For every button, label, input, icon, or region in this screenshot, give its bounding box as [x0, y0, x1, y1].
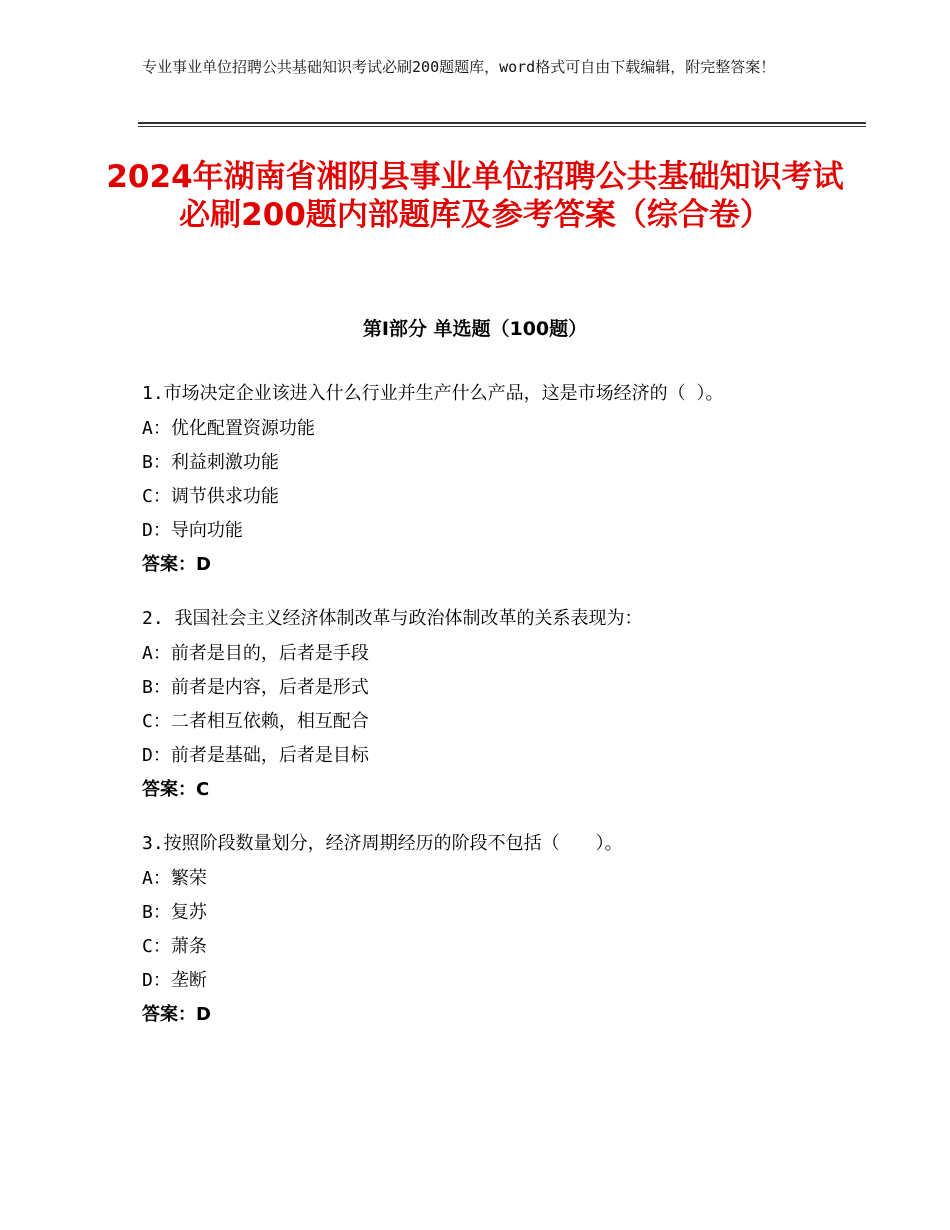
option-c: C：二者相互依赖，相互配合: [142, 711, 369, 732]
header-divider-thin: [138, 126, 866, 127]
option-c: C：调节供求功能: [142, 486, 279, 507]
question-list: [142, 380, 802, 1055]
header-divider: [138, 122, 866, 124]
question-text: 2. 我国社会主义经济体制改革与政治体制改革的关系表现为：: [142, 608, 643, 629]
option-a: A：繁荣: [142, 868, 207, 889]
option-b: B：利益刺激功能: [142, 452, 279, 473]
option-b: B：复苏: [142, 902, 207, 923]
section-title: 第Ⅰ部分 单选题（100题）: [362, 318, 588, 340]
option-a: A：前者是目的，后者是手段: [142, 643, 369, 664]
answer-line: 答案：D: [142, 554, 211, 575]
header-note: 专业事业单位招聘公共基础知识考试必刷200题题库，word格式可自由下载编辑，附完整答案！: [142, 58, 776, 76]
option-a: A：优化配置资源功能: [142, 418, 315, 439]
option-d: D：垄断: [142, 970, 207, 991]
question-text: 1.市场决定企业该进入什么行业并生产什么产品，这是市场经济的（ ）。: [142, 383, 724, 404]
answer-line: 答案：C: [142, 779, 210, 800]
option-d: D：导向功能: [142, 520, 243, 541]
question-text: 3.按照阶段数量划分，经济周期经历的阶段不包括（ ）。: [142, 833, 623, 854]
option-d: D：前者是基础，后者是目标: [142, 745, 369, 766]
document-title: 2024年湖南省湘阴县事业单位招聘公共基础知识考试必刷200题内部题库及参考答案（综合卷）: [106, 159, 844, 233]
option-b: B：前者是内容，后者是形式: [142, 677, 369, 698]
question-1: [142, 380, 802, 582]
answer-line: 答案：D: [142, 1004, 211, 1025]
question-2: [142, 605, 802, 807]
option-c: C：萧条: [142, 936, 207, 957]
question-3: [142, 830, 802, 1032]
